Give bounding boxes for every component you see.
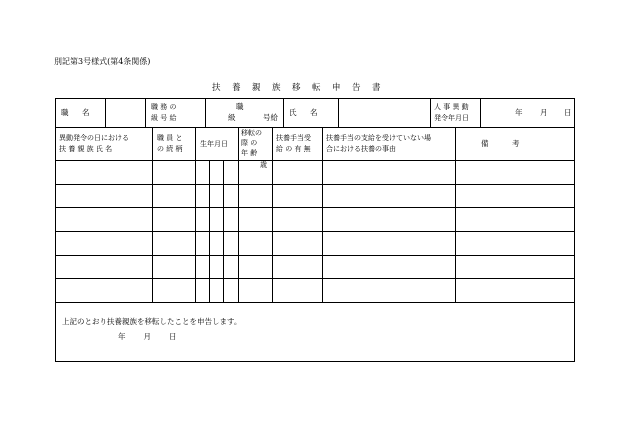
declaration-text: 上記のとおり扶養親族を移転したことを申告します。 <box>62 317 242 326</box>
date-month-label: 月 <box>540 108 548 117</box>
table-rule <box>55 127 575 128</box>
table-rule <box>55 255 575 256</box>
position-label: 職 名 <box>61 108 93 117</box>
table-rule <box>195 127 196 302</box>
birth-date-header: 生年月日 <box>200 140 228 148</box>
allowance-header: 扶養手当受 <box>276 134 311 142</box>
declaration-date <box>118 331 195 342</box>
date-day-label: 日 <box>564 108 572 117</box>
dependent-name-header: 異動発令の日における <box>59 134 129 142</box>
table-rule <box>455 127 456 302</box>
table-rule <box>55 160 575 161</box>
table-rule <box>205 98 206 127</box>
date-year-label: 年 <box>515 108 523 117</box>
declaration-year: 年 <box>118 332 126 341</box>
table-rule <box>430 98 431 127</box>
relation-header: 職 員 と <box>157 134 183 142</box>
table-rule <box>145 98 146 127</box>
table-rule <box>238 127 239 302</box>
table-rule <box>338 98 339 127</box>
age-header: 年 齢 <box>241 149 258 157</box>
allowance-header: 給 の 有 無 <box>276 145 311 153</box>
declaration-month: 月 <box>143 332 151 341</box>
remarks-header: 備 考 <box>481 139 528 148</box>
form-reference: 別記第3号様式(第4条関係) <box>54 57 151 66</box>
duty-label: 職 <box>236 102 244 111</box>
table-rule <box>322 127 323 302</box>
table-rule <box>480 98 481 127</box>
transfer-date-label: 発令年月日 <box>434 114 469 122</box>
dependent-name-header: 扶 養 親 族 氏 名 <box>59 145 113 153</box>
reason-header: 扶養手当の支給を受けていない場 <box>326 134 431 142</box>
form-title: 扶養親族移転申告書 <box>212 83 393 93</box>
table-rule <box>223 160 224 302</box>
table-rule <box>55 207 575 208</box>
table-rule <box>55 231 575 232</box>
table-rule <box>55 302 575 303</box>
table-rule <box>209 160 210 302</box>
duty-grade-label: 級 号 給 <box>151 114 177 122</box>
table-rule <box>152 127 153 302</box>
declaration-day: 日 <box>169 332 177 341</box>
name-label: 氏 名 <box>289 108 321 117</box>
age-unit: 歳 <box>260 161 267 169</box>
table-rule <box>55 184 575 185</box>
age-header: 移転の <box>241 129 262 137</box>
transfer-date-label: 人 事 異 動 <box>434 103 469 111</box>
table-rule <box>283 98 284 127</box>
duty-grade-label: 職 務 の <box>151 103 177 111</box>
step-label: 号給 <box>263 113 278 122</box>
relation-header: の 続 柄 <box>157 145 183 153</box>
table-rule <box>55 278 575 279</box>
reason-header: 合における扶養の事由 <box>326 145 396 153</box>
table-rule <box>272 127 273 302</box>
grade-label: 級 <box>228 113 236 122</box>
age-header: 際 の <box>241 139 258 147</box>
table-rule <box>105 98 106 127</box>
